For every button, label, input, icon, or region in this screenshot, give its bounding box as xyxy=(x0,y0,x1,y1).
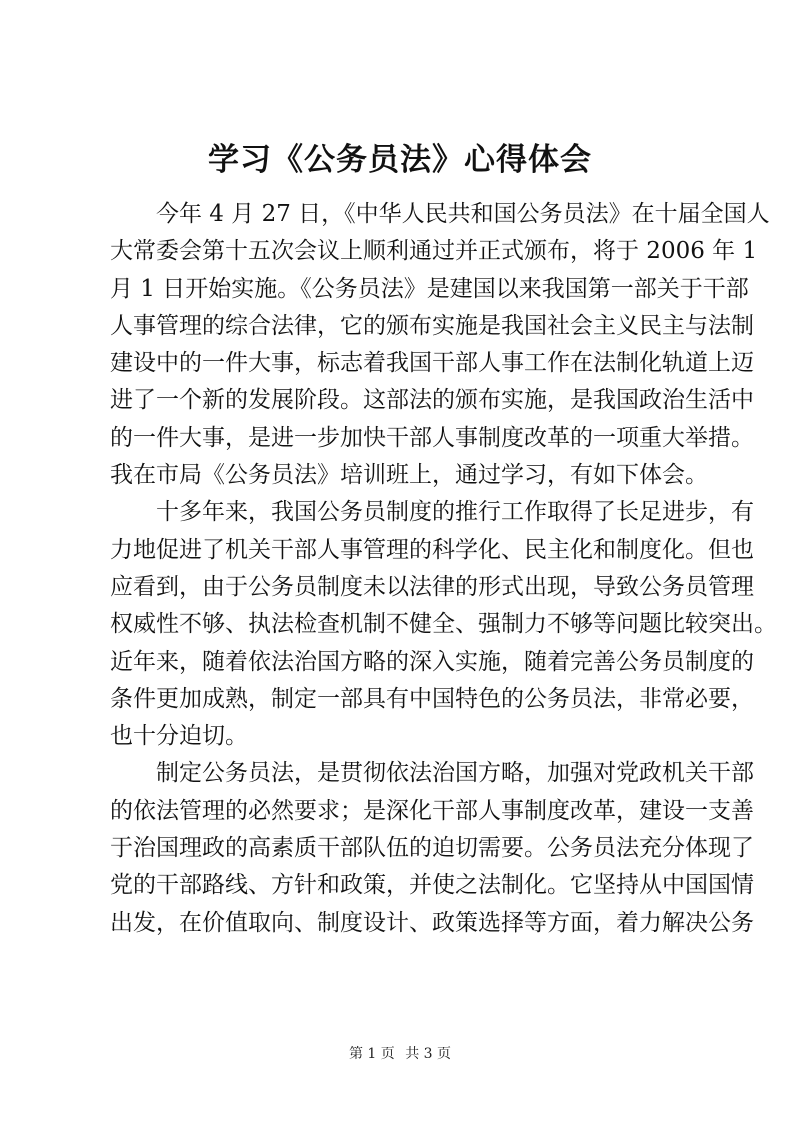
paragraph-line: 制定公务员法，是贯彻依法治国方略，加强对党政机关干部 xyxy=(156,760,754,787)
paragraph-line: 条件更加成熟，制定一部具有中国特色的公务员法，非常必要， xyxy=(110,685,754,712)
paragraph xyxy=(110,494,777,755)
page-footer xyxy=(0,1044,800,1064)
paragraph-line: 权威性不够、执法检查机制不健全、强制力不够等问题比较突出。 xyxy=(110,611,777,638)
paragraph-line: 建设中的一件大事，标志着我国干部人事工作在法制化轨道上迈 xyxy=(110,350,754,377)
paragraph-line: 大常委会第十五次会议上顺利通过并正式颁布，将于 2006 年 1 xyxy=(110,238,758,265)
paragraph-line: 也十分迫切。 xyxy=(110,723,248,750)
paragraph-line: 于治国理政的高素质干部队伍的迫切需要。公务员法充分体现了 xyxy=(110,835,754,862)
paragraph-line: 人事管理的综合法律，它的颁布实施是我国社会主义民主与法制 xyxy=(110,312,754,339)
paragraph-line: 力地促进了机关干部人事管理的科学化、民主化和制度化。但也 xyxy=(110,536,754,563)
paragraph-line: 的一件大事，是进一步加快干部人事制度改革的一项重大举措。 xyxy=(110,424,754,451)
page-number: 第 1 页 xyxy=(348,1046,395,1062)
paragraph-line: 党的干部路线、方针和政策，并使之法制化。它坚持从中国国情 xyxy=(110,872,754,899)
paragraph-line: 的依法管理的必然要求；是深化干部人事制度改革，建设一支善 xyxy=(110,797,754,824)
paragraph-line: 我在市局《公务员法》培训班上，通过学习，有如下体会。 xyxy=(110,462,708,489)
document-body xyxy=(110,196,777,942)
paragraph xyxy=(110,755,754,941)
paragraph-line: 月 1 日开始实施。《公务员法》是建国以来我国第一部关于干部 xyxy=(110,275,749,302)
paragraph-line: 近年来，随着依法治国方略的深入实施，随着完善公务员制度的 xyxy=(110,648,754,675)
paragraph-line: 今年 4 月 27 日，《中华人民共和国公务员法》在十届全国人 xyxy=(156,201,770,227)
page-total: 共 3 页 xyxy=(405,1046,452,1062)
paragraph xyxy=(110,196,770,494)
paragraph-line: 应看到，由于公务员制度未以法律的形式出现，导致公务员管理 xyxy=(110,573,754,600)
paragraph-line: 出发，在价值取向、制度设计、政策选择等方面，着力解决公务 xyxy=(110,909,754,936)
paragraph-line: 十多年来，我国公务员制度的推行工作取得了长足进步，有 xyxy=(156,499,754,526)
paragraph-line: 进了一个新的发展阶段。这部法的颁布实施，是我国政治生活中 xyxy=(110,387,754,414)
document-title: 学习《公务员法》心得体会 xyxy=(208,142,592,178)
